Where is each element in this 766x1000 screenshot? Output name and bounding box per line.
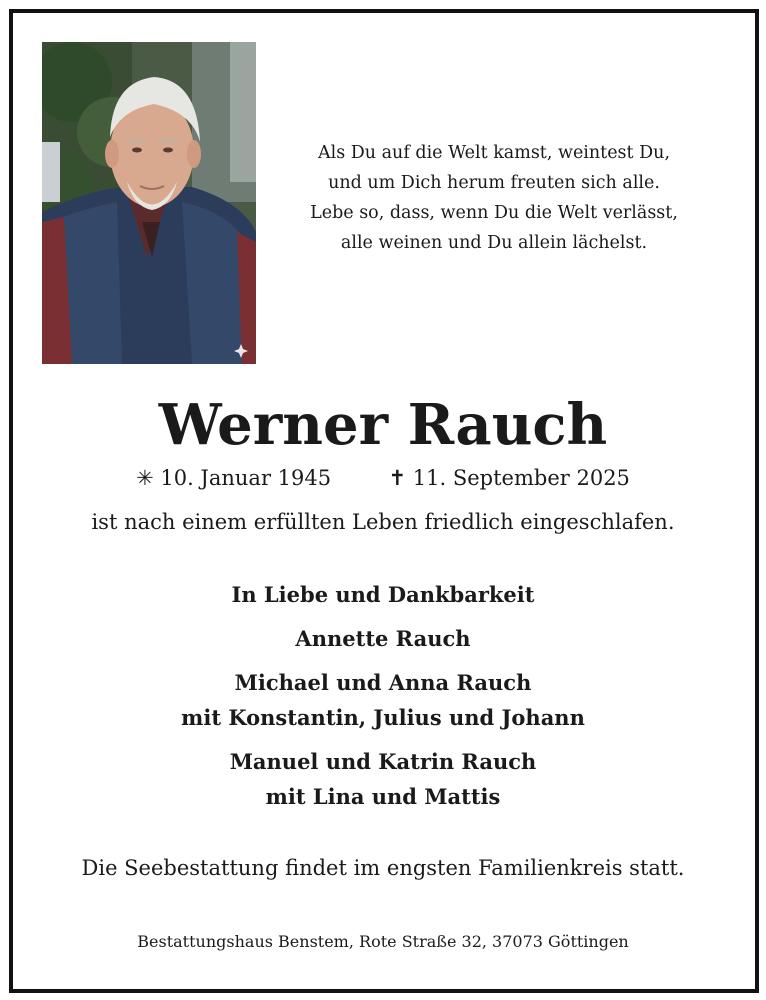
- obituary-sentence: ist nach einem erfüllten Leben friedlich eingeschlafen.: [91, 510, 675, 534]
- portrait-photo: [42, 42, 256, 364]
- birth-date: 10. Januar 1945: [160, 466, 332, 490]
- death-cross-icon: ✝: [388, 466, 407, 490]
- family-member: Annette Rauch: [295, 626, 471, 651]
- life-dates: [0, 466, 766, 490]
- poem: [268, 138, 720, 258]
- poem-line: alle weinen und Du allein lächelst.: [340, 233, 648, 253]
- family-member: Manuel und Katrin Rauch: [229, 749, 537, 774]
- undertaker-info: Bestattungshaus Benstem, Rote Straße 32, 37073 Göttingen: [137, 932, 629, 951]
- family-member: mit Konstantin, Julius und Johann: [181, 705, 585, 730]
- family-intro: In Liebe und Dankbarkeit: [231, 582, 535, 607]
- deceased-name: Werner Rauch: [158, 392, 608, 458]
- poem-line: Lebe so, dass, wenn Du die Welt verlässt,: [310, 203, 678, 223]
- death-date: 11. September 2025: [412, 466, 630, 490]
- birth-icon: ✳: [136, 466, 154, 490]
- poem-line: und um Dich herum freuten sich alle.: [328, 173, 660, 193]
- burial-notice: Die Seebestattung findet im engsten Familienkreis statt.: [81, 856, 685, 880]
- family-member: Michael und Anna Rauch: [234, 670, 532, 695]
- family-member: mit Lina und Mattis: [265, 784, 501, 809]
- poem-line: Als Du auf die Welt kamst, weintest Du,: [317, 143, 671, 163]
